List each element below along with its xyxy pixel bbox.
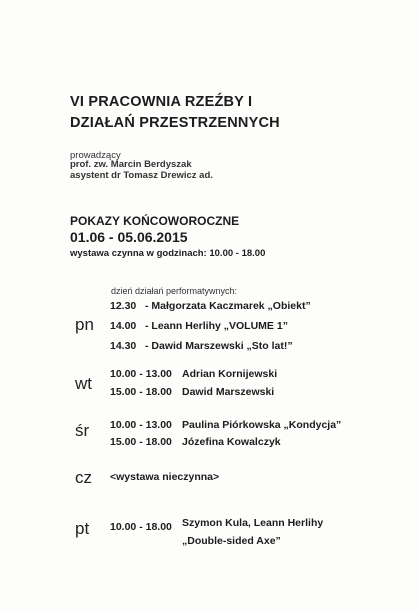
pn-time-3: 14.30 [110, 340, 137, 352]
assistant-name: asystent dr Tomasz Drewicz ad. [70, 170, 213, 181]
shows-dates: 01.06 - 05.06.2015 [70, 229, 188, 245]
day-label-wt: wt [75, 374, 92, 393]
shows-hours: wystawa czynna w godzinach: 10.00 - 18.00 [70, 248, 266, 259]
wt-time-1: 10.00 - 13.00 [110, 368, 172, 380]
sr-entry-2: Józefina Kowalczyk [182, 436, 281, 448]
day-label-pt: pt [75, 519, 90, 538]
sr-time-2: 15.00 - 18.00 [110, 436, 172, 448]
leaders-label: prowadzący [70, 150, 121, 161]
day-label-sr: śr [75, 421, 90, 440]
sr-entry-1: Paulina Piórkowska „Kondycja” [182, 419, 342, 431]
pn-time-2: 14.00 [110, 320, 137, 332]
shows-title: POKAZY KOŃCOWOROCZNE [70, 214, 240, 228]
day-label-pn: pn [75, 315, 94, 334]
heading-line-1: VI PRACOWNIA RZEŹBY I [70, 94, 253, 110]
wt-time-2: 15.00 - 18.00 [110, 386, 172, 398]
pt-entry-line-2: „Double-sided Axe” [182, 535, 281, 547]
heading-line-2: DZIAŁAŃ PRZESTRZENNYCH [70, 115, 280, 131]
professor-name: prof. zw. Marcin Berdyszak [70, 159, 192, 170]
pt-time: 10.00 - 18.00 [110, 521, 172, 533]
pn-entry-1: - Małgorzata Kaczmarek „Obiekt” [145, 300, 311, 312]
performance-day-note: dzień działań performatywnych: [111, 286, 238, 296]
pn-entry-3: - Dawid Marszewski „Sto lat!” [145, 340, 293, 352]
closed-note: <wystawa nieczynna> [110, 471, 220, 483]
pn-time-1: 12.30 [110, 300, 137, 312]
day-label-cz: cz [75, 468, 92, 487]
wt-entry-2: Dawid Marszewski [182, 386, 275, 398]
wt-entry-1: Adrian Kornijewski [182, 368, 278, 380]
pt-entry-line-1: Szymon Kula, Leann Herlihy [182, 517, 324, 529]
pn-entry-2: - Leann Herlihy „VOLUME 1” [145, 320, 288, 332]
sr-time-1: 10.00 - 13.00 [110, 419, 172, 431]
poster-heading [70, 92, 280, 134]
